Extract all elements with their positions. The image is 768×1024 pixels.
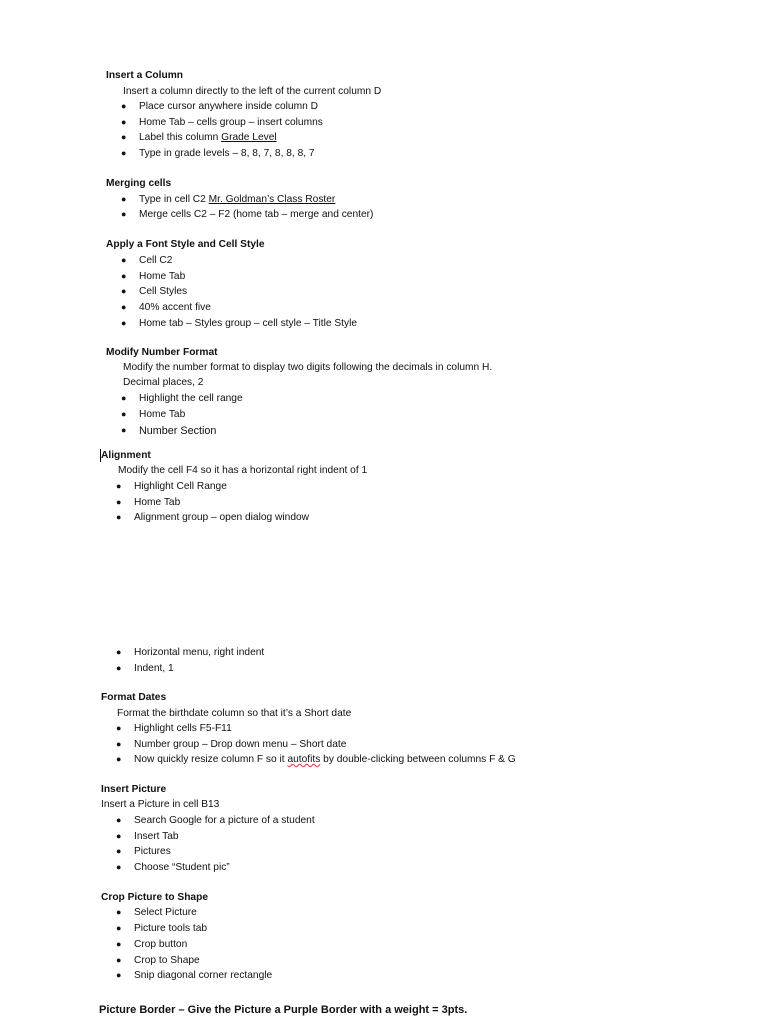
- list-item: ● Place cursor anywhere inside column D: [121, 101, 318, 112]
- section-heading-insert-column: Insert a Column: [106, 70, 183, 81]
- list-item: ● Pictures: [116, 846, 171, 857]
- list-item: ● Horizontal menu, right indent: [116, 647, 265, 658]
- list-item: ● Type in grade levels – 8, 8, 7, 8, 8, 8, 7: [121, 148, 315, 159]
- list-item: ● Select Picture: [116, 907, 197, 918]
- section-heading-merging-cells: Merging cells: [106, 178, 172, 189]
- section-heading-format-dates: Format Dates: [101, 692, 167, 703]
- section-heading-number-format: Modify Number Format: [106, 347, 218, 358]
- list-item: ● Home Tab: [121, 271, 186, 282]
- list-item: ● 40% accent five: [121, 302, 211, 313]
- section-heading-insert-picture: Insert Picture: [101, 784, 167, 795]
- list-item: ● Label this column Grade Level: [121, 132, 277, 143]
- list-item: ● Crop button: [116, 939, 188, 950]
- section-intro: Modify the number format to display two digits following the decimals in column H.: [123, 362, 493, 373]
- list-item: ● Cell C2: [121, 255, 173, 266]
- list-item: ● Cell Styles: [121, 286, 188, 297]
- section-intro: Insert a Picture in cell B13: [101, 799, 220, 810]
- list-item: ● Merge cells C2 – F2 (home tab – merge and center): [121, 209, 374, 220]
- list-item: ● Number group – Drop down menu – Short date: [116, 739, 347, 750]
- list-item: ● Choose “Student pic”: [116, 862, 230, 873]
- list-item: ● Picture tools tab: [116, 923, 208, 934]
- underlined-value: Mr. Goldman’s Class Roster: [208, 194, 336, 205]
- section-heading-crop: Crop Picture to Shape: [101, 892, 208, 903]
- section-heading-picture-border: Picture Border – Give the Picture a Purple Border with a weight = 3pts.: [99, 1004, 468, 1016]
- section-intro: Insert a column directly to the left of the current column D: [123, 86, 382, 97]
- list-item: ● Alignment group – open dialog window: [116, 512, 310, 523]
- underlined-value: Grade Level: [221, 132, 277, 143]
- list-item: ● Snip diagonal corner rectangle: [116, 970, 273, 981]
- section-heading-alignment: Alignment: [101, 450, 151, 461]
- list-item: ● Search Google for a picture of a student: [116, 815, 315, 826]
- list-item: ● Highlight Cell Range: [116, 481, 227, 492]
- list-item: ● Crop to Shape: [116, 955, 200, 966]
- list-item: ● Insert Tab: [116, 831, 179, 842]
- spellcheck-word: autofits: [287, 754, 321, 765]
- list-item: ● Home tab – Styles group – cell style – Title Style: [121, 318, 358, 329]
- list-item: ● Highlight the cell range: [121, 393, 243, 404]
- list-item: ● Indent, 1: [116, 663, 174, 674]
- list-item: ● Now quickly resize column F so it autofits by double-clicking between columns F & G: [116, 754, 516, 765]
- section-intro: Decimal places, 2: [123, 377, 204, 388]
- section-intro: Format the birthdate column so that it’s a Short date: [117, 708, 352, 719]
- list-item: ● Home Tab: [116, 497, 181, 508]
- list-item: ● Number Section: [121, 425, 217, 437]
- list-item: ● Type in cell C2 Mr. Goldman’s Class Roster: [121, 194, 336, 205]
- section-intro: Modify the cell F4 so it has a horizontal right indent of 1: [118, 465, 368, 476]
- list-item: ● Home Tab – cells group – insert columns: [121, 117, 323, 128]
- list-item: ● Highlight cells F5-F11: [116, 723, 232, 734]
- list-item: ● Home Tab: [121, 409, 186, 420]
- section-heading-font-style: Apply a Font Style and Cell Style: [106, 239, 265, 250]
